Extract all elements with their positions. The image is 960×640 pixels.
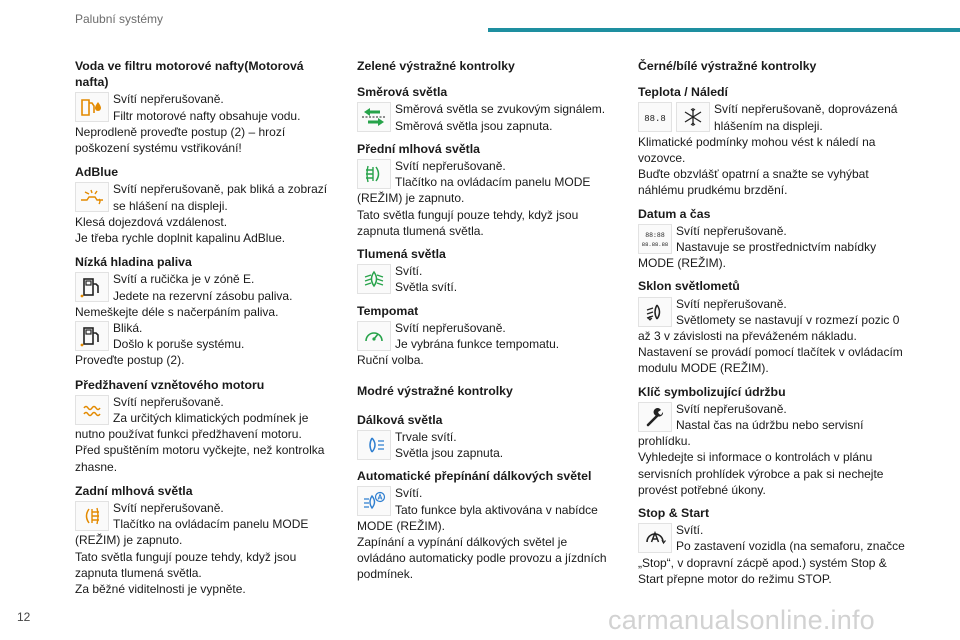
section-title: Modré výstražné kontrolky	[357, 384, 513, 399]
subsection-title: Klíč symbolizující údržbu	[638, 384, 786, 399]
svg-text:88:88: 88:88	[645, 231, 665, 239]
entry: Svítí. Světla svítí.	[357, 263, 614, 295]
page-number: 12	[17, 610, 31, 624]
fuel-filter-water-icon	[75, 92, 109, 122]
subsection-title: Tempomat	[357, 303, 419, 318]
entry: Svítí nepřerušovaně. Je vybrána funkce tempomatu.	[357, 320, 614, 352]
entry: 88:88 88.88.88 Svítí nepřerušovaně. Nastavuje se prostřednictvím nabídky MODE (REŽIM).	[638, 223, 877, 271]
entry: Trvale svítí. Světla jsou zapnuta.	[357, 429, 614, 461]
subsection-title: Sklon světlometů	[638, 279, 740, 294]
entry: Svítí. Tato funkce byla aktivována v nabídce MODE (REŽIM).	[357, 486, 598, 533]
entry: Svítí. Po zastavení vozidla (na semaforu, značce „Stop“, v dopravní zácpě apod.) systém Stop & Start přepne motor do režimu STOP.	[638, 523, 905, 586]
clock-display-icon	[638, 224, 672, 254]
subsection-title: Teplota / Náledí	[638, 85, 728, 100]
svg-text:88.88.88: 88.88.88	[642, 240, 668, 248]
main-beam-icon	[357, 430, 391, 460]
entry: 88.8 Svítí nepřerušovaně, doprovázená hlášením na displeji.	[638, 101, 908, 133]
column-2: Zelené výstražné kontrolky Směrová světla Směrová světla se zvukovým signálem. Směrová světla jsou zapnuta. Přední mlhová světla Svítí nepřerušovaně. Tlačítko na ovládacím panelu MODE (REŽIM) je zapnuto. Tato světla fungují pouze tehdy, když jsou zapnuta tlumená světla. Tlumená světla Svítí. Světla svítí. Tempomat Svítí nepřerušovaně. Je vybrána funkce tempomatu. Ruční volba. Modré výstražné kontrolky Dálková světla Trvale svítí. Světla jsou zapnuta. Automatické přepínání dálkových světel Svítí. Tato funkce byla aktivována v nabídce MODE (REŽIM). Zapínání a vypínání dálkových světel je ovládáno automaticky podle provozu a jízdních podmínek.	[357, 58, 614, 583]
stop-start-icon	[638, 523, 672, 553]
watermark: carmanualsonline.info	[608, 605, 875, 635]
turn-signal-icon	[357, 102, 391, 132]
subsection-title: Přední mlhová světla	[357, 141, 481, 156]
subsection-title: Dálková světla	[357, 412, 443, 427]
fuel-pump-icon	[75, 272, 109, 302]
cruise-control-icon	[357, 321, 391, 351]
entry: Svítí a ručička je v zóně E. Jedete na rezervní zásobu paliva.	[75, 271, 332, 303]
entry: Svítí nepřerušovaně. Tlačítko na ovládacím panelu MODE (REŽIM) je zapnuto.	[75, 501, 309, 548]
column-3: Černé/bílé výstražné kontrolky Teplota / Náledí 88.8 Svítí nepřerušovaně, doprovázená hlášením na displeji. Klimatické podmínky mohou vést k náledí na vozovce. Buďte obzvlášť opatrní a snažte se vyhýbat náhlému prudkému brzdění. Datum a čas 88:88 88.88.88 Svítí nepřerušovaně. Nastavuje se prostřednictvím nabídky MODE (REŽIM). Sklon světlometů Svítí nepřerušovaně. Světlomety se nastavují v rozmezí pozic 0 až 3 v závislosti na převáženém nákladu. Nastavení se provádí pomocí tlačítek v ovládacím modulu MODE (REŽIM). Klíč symbolizující údržbu Svítí nepřerušovaně. Nastal čas na údržbu nebo servisní prohlídku. Vyhledejte si informace o kontrolách v plánu servisních prohlídek výrobce a pak si nechejte provést potřebné úkony. Stop & Start Svítí. Po zastavení vozidla (na semaforu, značce „Stop“, v dopravní zácpě apod.) systém Stop & Start přepne motor do režimu STOP.	[638, 58, 908, 587]
subsection-title: Automatické přepínání dálkových světel	[357, 469, 592, 484]
subsection-title: Tlumená světla	[357, 247, 446, 262]
section-title: Voda ve filtru motorové nafty(Motorová nafta)	[75, 59, 304, 90]
subsection-title: Datum a čas	[638, 206, 711, 221]
entry: Svítí nepřerušovaně, pak bliká a zobrazí se hlášení na displeji.	[75, 181, 332, 213]
section-title: Zadní mlhová světla	[75, 483, 193, 498]
subsection-title: Stop & Start	[638, 506, 710, 521]
fuel-pump-icon	[75, 321, 109, 351]
column-1: Voda ve filtru motorové nafty(Motorová nafta) Svítí nepřerušovaně. Filtr motorové nafty obsahuje vodu. Neprodleně proveďte postup (2) – hrozí poškození systému vstřikování! AdBlue Svítí nepřerušovaně, pak bliká a zobrazí se hlášení na displeji. Klesá dojezdová vzdálenost. Je třeba rychle doplnit kapalinu AdBlue. Nízká hladina paliva Svítí a ručička je v zóně E. Jedete na rezervní zásobu paliva. Nemeškejte déle s načerpáním paliva. Bliká. Došlo k poruše systému. Proveďte postup (2). Předžhavení vznětového motoru Svítí nepřerušovaně. Za určitých klimatických podmínek je nutno používat funkci předžhavení motoru. Před spuštěním motoru vyčkejte, než kontrolka zhasne. Zadní mlhová světla Svítí nepřerušovaně. Tlačítko na ovládacím panelu MODE (REŽIM) je zapnuto. Tato světla fungují pouze tehdy, když jsou zapnuta tlumená světla. Za běžné viditelnosti je vypněte.	[75, 58, 332, 597]
section-title: Nízká hladina paliva	[75, 255, 192, 270]
dipped-beam-icon	[357, 264, 391, 294]
svg-text:88.8: 88.8	[644, 114, 666, 125]
entry: Bliká. Došlo k poruše systému.	[75, 320, 332, 352]
service-wrench-icon	[638, 402, 672, 432]
adblue-icon	[75, 182, 109, 212]
auto-main-beam-icon	[357, 486, 391, 516]
headlamp-level-icon	[638, 297, 672, 327]
header-accent-bar	[488, 28, 960, 32]
glow-plug-icon	[75, 395, 109, 425]
entry: Směrová světla se zvukovým signálem. Směrová světla jsou zapnuta.	[357, 101, 614, 133]
subsection-title: Směrová světla	[357, 85, 448, 100]
entry: Svítí nepřerušovaně. Světlomety se nastavují v rozmezí pozic 0 až 3 v závislosti na převáženém nákladu.	[638, 296, 900, 344]
entry: Svítí nepřerušovaně. Za určitých klimatických podmínek je nutno používat funkci předžhavení motoru.	[75, 394, 309, 442]
section-title: AdBlue	[75, 165, 119, 180]
section-title: Předžhavení vznětového motoru	[75, 377, 265, 392]
entry: Svítí nepřerušovaně. Filtr motorové nafty obsahuje vodu.	[75, 91, 332, 123]
temperature-display-icon	[638, 102, 672, 132]
entry: Svítí nepřerušovaně. Nastal čas na údržbu nebo servisní prohlídku.	[638, 401, 864, 449]
entry: Svítí nepřerušovaně. Tlačítko na ovládacím panelu MODE (REŽIM) je zapnuto.	[357, 159, 591, 206]
rear-fog-icon	[75, 501, 109, 531]
front-fog-icon	[357, 159, 391, 189]
section-title: Černé/bílé výstražné kontrolky	[638, 59, 817, 73]
section-title: Zelené výstražné kontrolky	[357, 59, 515, 73]
running-header: Palubní systémy	[75, 12, 164, 26]
ice-warning-icon	[676, 102, 710, 132]
